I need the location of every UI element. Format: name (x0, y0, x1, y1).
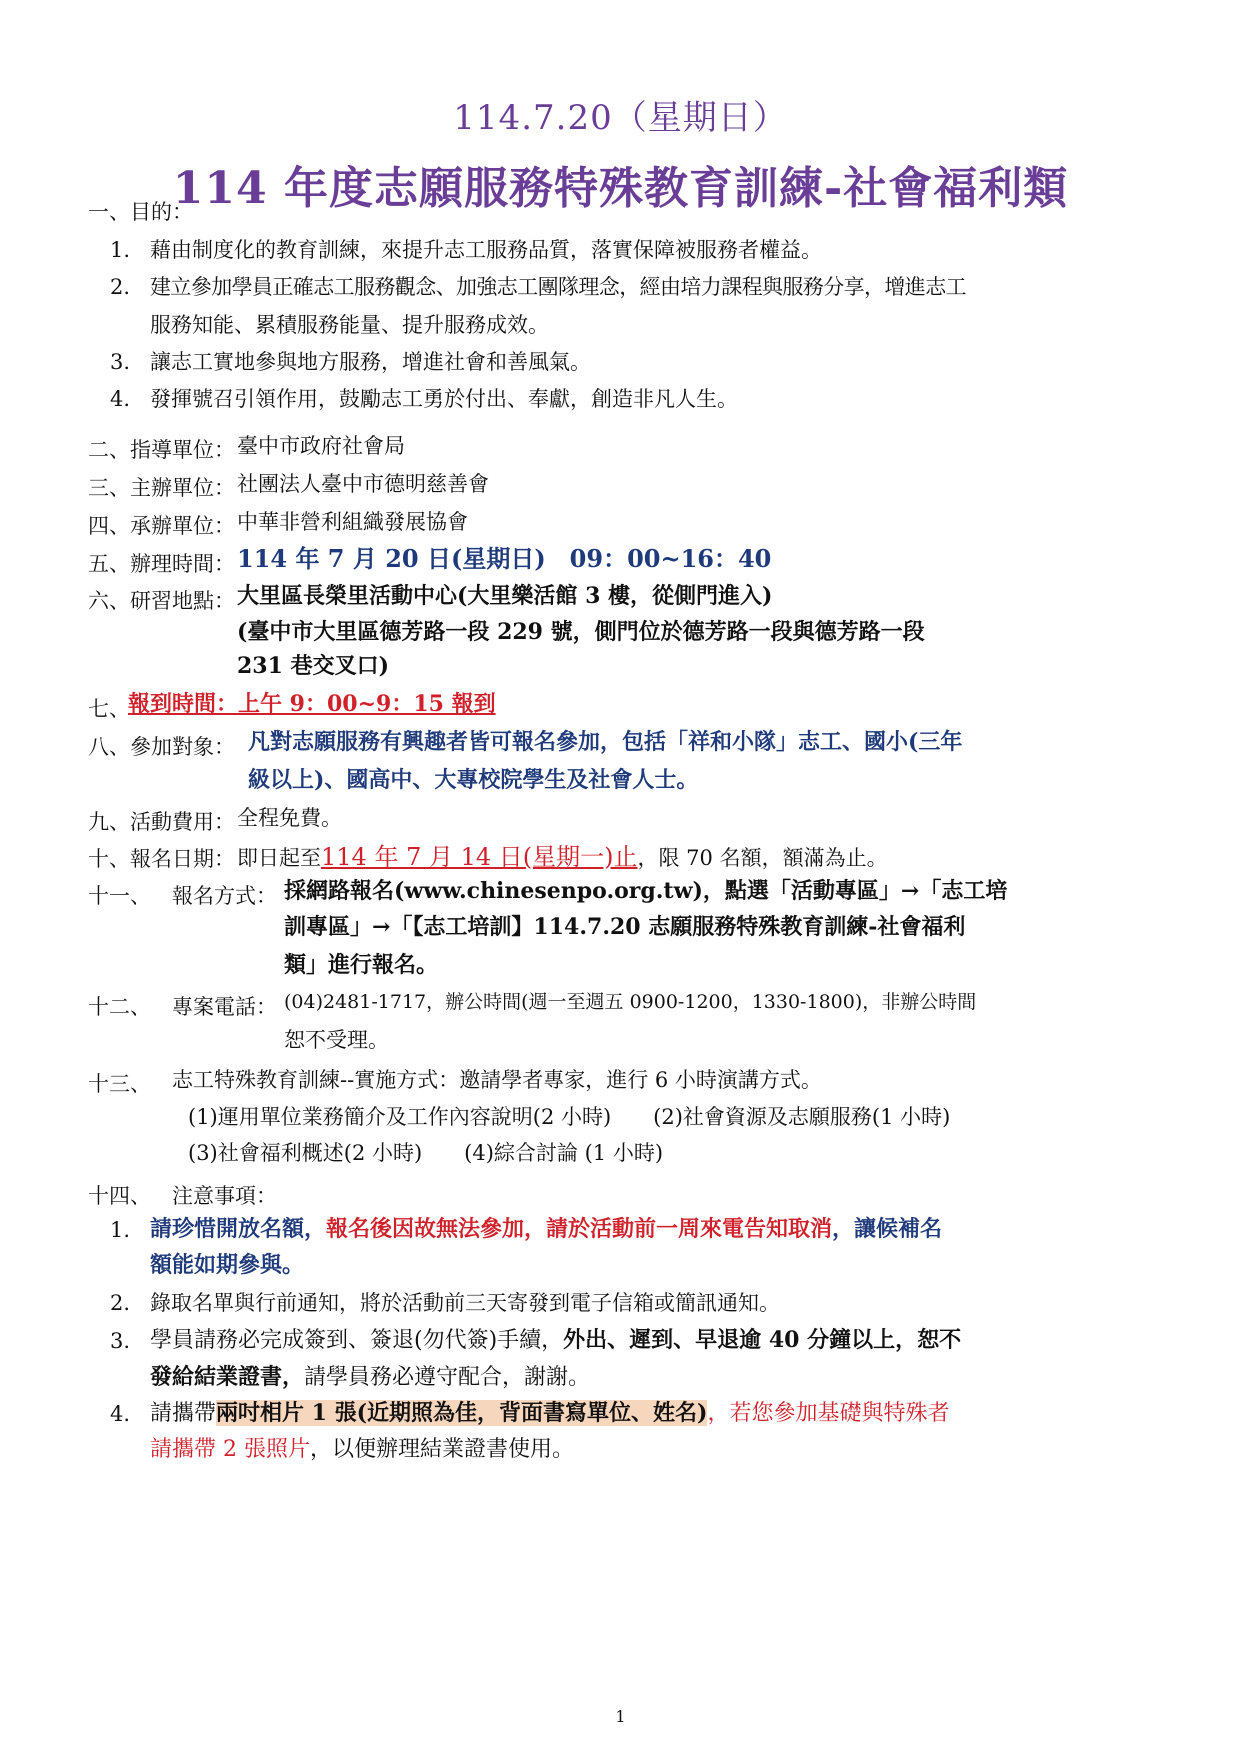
section-organizer-label: 三、主辦單位： (88, 476, 235, 500)
note-4-part-e: ，以便辦理結業證書使用。 (309, 1437, 574, 1462)
note-4-part-d: 請攜帶 2 張照片 (150, 1437, 310, 1462)
event-date: 114.7.20（星期日） (453, 98, 788, 138)
purpose-2-line1: 建立參加學員正確志工服務觀念、加強志工團隊理念，經由培力課程與服務分享，增進志工 (150, 275, 966, 299)
note-1-line2: 額能如期參與。 (150, 1252, 305, 1278)
section-phone-label: 專案電話： (172, 995, 277, 1019)
purpose-1-num: 1. (110, 238, 131, 262)
note-3-part-b: 外出、遲到、早退逾 40 分鐘以上，恕不 (563, 1327, 962, 1353)
note-4-num: 4. (110, 1402, 131, 1426)
note-2-text: 錄取名單與行前通知，將於活動前三天寄發到電子信箱或簡訊通知。 (150, 1291, 780, 1315)
purpose-2-num: 2. (110, 275, 131, 299)
section-executor-value: 中華非營利組織發展協會 (237, 510, 468, 534)
note-4-line1 (150, 1400, 949, 1427)
note-3-part-a: 學員請務必完成簽到、簽退(勿代簽)手續， (150, 1328, 564, 1353)
note-4-line2 (150, 1437, 574, 1463)
note-4-part-a: 請攜帶 (150, 1401, 217, 1426)
note-4-part-c: ，若您參加基礎與特殊者 (707, 1401, 950, 1426)
training-line1: (1)運用單位業務簡介及工作內容說明(2 小時) (2)社會資源及志願服務(1 小時) (188, 1105, 951, 1129)
note-3-line1 (150, 1327, 961, 1354)
section-organizer-value: 社團法人臺中市德明慈善會 (237, 472, 489, 496)
section-guidance-label: 二、指導單位： (88, 438, 235, 462)
section-regdate-value (237, 843, 888, 872)
section-time-value: 114 年 7 月 20 日(星期日) 09：00~16：40 (237, 544, 772, 573)
note-1-part-a: 請珍惜開放名額， (150, 1216, 327, 1242)
section-training-text: 志工特殊教育訓練--實施方式：邀請學者專家，進行 6 小時演講方式。 (172, 1068, 822, 1092)
training-line2: (3)社會福利概述(2 小時) (4)綜合討論 (1 小時) (188, 1141, 664, 1165)
note-1-part-c: ，讓候補名 (832, 1216, 943, 1242)
participants-line2: 級以上)、國高中、大專校院學生及社會人士。 (248, 767, 699, 793)
section-checkin-text: 報到時間：上午 9：00~9：15 報到 (128, 691, 496, 717)
participants-line1: 凡對志願服務有興趣者皆可報名參加，包括「祥和小隊」志工、國小(三年 (248, 729, 963, 755)
purpose-2-line2: 服務知能、累積服務能量、提升服務成效。 (150, 313, 549, 337)
purpose-1-text: 藉由制度化的教育訓練，來提升志工服務品質，落實保障被服務者權益。 (150, 238, 822, 262)
section-participants-label: 八、參加對象： (88, 735, 235, 759)
note-4-photo-highlight: 兩吋相片 1 張(近期照為佳，背面書寫單位、姓名) (216, 1400, 708, 1426)
section-regmethod-num: 十一、 (88, 884, 151, 908)
section-executor-label: 四、承辦單位： (88, 514, 235, 538)
regdate-text-a: 即日起至 (237, 846, 321, 870)
note-2-num: 2. (110, 1291, 131, 1315)
note-3-line2 (150, 1364, 590, 1391)
phone-line1: (04)2481-1717，辦公時間(週一至週五 0900-1200，1330-1800)，非辦公時間 (284, 991, 977, 1013)
venue-line1: 大里區長榮里活動中心(大里樂活館 3 樓，從側門進入) (237, 583, 773, 609)
note-3-part-c: 發給結業證書， (150, 1364, 305, 1390)
section-guidance-value: 臺中市政府社會局 (237, 434, 405, 458)
section-regdate-label: 十、報名日期： (88, 847, 235, 871)
regmethod-line2: 訓專區」→「【志工培訓】114.7.20 志願服務特殊教育訓練-社會福利 (284, 914, 966, 940)
note-1-num: 1. (110, 1218, 131, 1242)
section-fee-value: 全程免費。 (237, 806, 342, 830)
venue-line2: (臺中市大里區德芳路一段 229 號，側門位於德芳路一段與德芳路一段 (237, 619, 925, 645)
regdate-text-c: ，限 70 名額，額滿為止。 (637, 846, 888, 870)
section-checkin-prefix: 七、 (88, 697, 130, 721)
note-3-num: 3. (110, 1329, 131, 1353)
section-training-num: 十三、 (88, 1072, 151, 1096)
regmethod-line3: 類」進行報名。 (284, 952, 439, 978)
section-time-label: 五、辦理時間： (88, 552, 235, 576)
section-notes-num: 十四、 (88, 1184, 151, 1208)
phone-line2: 恕不受理。 (284, 1028, 389, 1052)
section-regmethod-label: 報名方式： (172, 884, 277, 908)
page-number: 1 (615, 1707, 626, 1726)
purpose-4-num: 4. (110, 387, 131, 411)
note-3-part-d: 請學員務必遵守配合，謝謝。 (304, 1365, 591, 1390)
purpose-3-text: 讓志工實地參與地方服務，增進社會和善風氣。 (150, 350, 591, 374)
note-1-line1 (150, 1216, 942, 1242)
note-1-part-b: 報名後因故無法參加，請於活動前一周來電告知取消 (326, 1216, 833, 1242)
section-notes-label: 注意事項： (172, 1184, 277, 1208)
venue-line3: 231 巷交叉口) (237, 653, 389, 679)
purpose-4-text: 發揮號召引領作用，鼓勵志工勇於付出、奉獻，創造非凡人生。 (150, 387, 738, 411)
section-fee-label: 九、活動費用： (88, 810, 235, 834)
regdate-deadline: 114 年 7 月 14 日(星期一)止 (321, 843, 638, 871)
section-venue-label: 六、研習地點： (88, 589, 235, 613)
regmethod-line1: 採網路報名(www.chinesenpo.org.tw)，點選「活動專區」→「志工培 (284, 878, 1008, 904)
document-title: 114 年度志願服務特殊教育訓練-社會福利類 (172, 163, 1069, 214)
section-purpose-label: 一、目的： (88, 200, 193, 224)
purpose-3-num: 3. (110, 350, 131, 374)
section-phone-num: 十二、 (88, 995, 151, 1019)
